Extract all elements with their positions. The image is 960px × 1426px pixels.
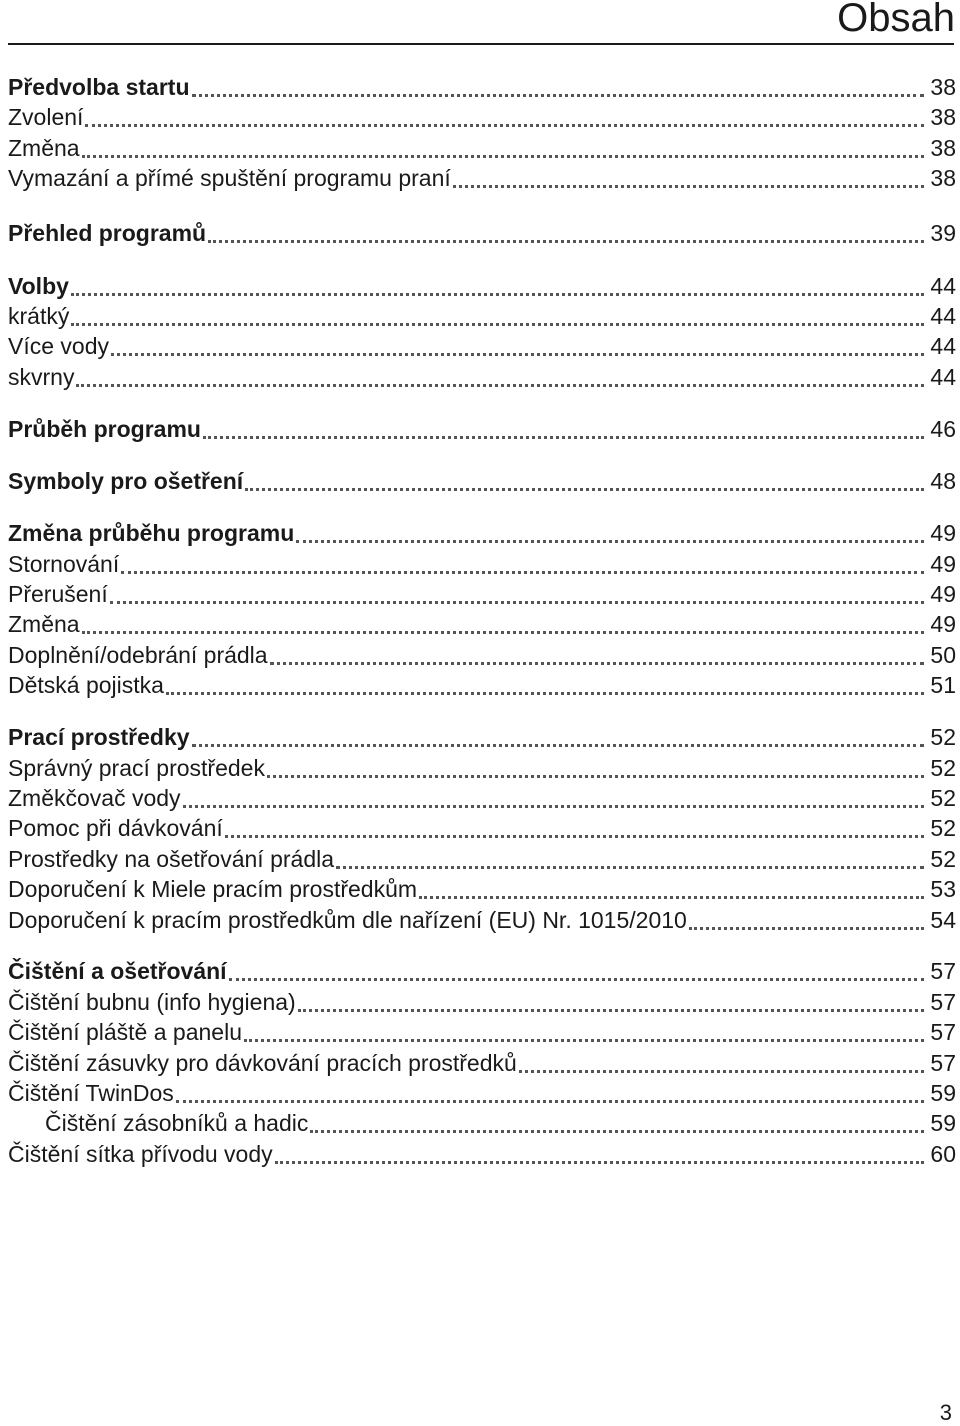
toc-entry-page: 44 <box>930 273 956 299</box>
toc-entry <box>8 579 956 609</box>
toc-entry-page: 49 <box>930 581 956 607</box>
toc-entry-label: Čištění bubnu (info hygiena) <box>8 989 296 1015</box>
toc-dot-leader <box>519 1048 925 1073</box>
toc-dot-leader <box>298 987 925 1012</box>
toc-entry-page: 46 <box>930 416 956 442</box>
toc-entry <box>8 1078 956 1108</box>
toc-entry-page: 38 <box>930 104 956 130</box>
toc-dot-leader <box>689 905 925 930</box>
toc-entry <box>8 783 956 813</box>
toc-entry-label: Prostředky na ošetřování prádla <box>8 846 335 872</box>
toc-entry <box>8 331 956 361</box>
toc-entry-page: 44 <box>930 303 956 329</box>
toc-entry-label: Čištění a ošetřování <box>8 958 227 984</box>
toc-entry <box>8 163 956 193</box>
toc-entry-label: Více vody <box>8 333 109 359</box>
toc-dot-leader <box>71 301 924 326</box>
toc-dot-leader <box>176 1078 925 1103</box>
toc-entry-label: Zvolení <box>8 104 84 130</box>
toc-dot-leader <box>267 753 924 778</box>
toc-entry-label: Dětská pojistka <box>8 672 164 698</box>
toc-entry <box>8 133 956 163</box>
toc-entry-label: Vymazání a přímé spuštění programu praní <box>8 165 451 191</box>
toc-dot-leader <box>225 813 925 838</box>
toc-dot-leader <box>275 1139 925 1164</box>
toc-entry <box>8 640 956 670</box>
toc-dot-leader <box>419 874 924 899</box>
toc-entry-label: krátký <box>8 303 70 329</box>
toc-entry-label: Symboly pro ošetření <box>8 468 244 494</box>
toc-dot-leader <box>111 331 924 356</box>
toc-entry-page: 48 <box>930 468 956 494</box>
toc-entry-page: 38 <box>930 74 956 100</box>
toc-entry-page: 44 <box>930 333 956 359</box>
toc-dot-leader <box>192 722 925 747</box>
toc-entry-label: Změkčovač vody <box>8 785 181 811</box>
toc-entry <box>8 905 956 935</box>
toc-dot-leader <box>85 102 924 127</box>
toc-entry-label: Čištění zásuvky pro dávkování pracích prostředků <box>8 1050 517 1076</box>
toc-entry-label: skvrny <box>8 364 75 390</box>
toc-entry-page: 50 <box>930 642 956 668</box>
toc-entry-label: Stornování <box>8 551 120 577</box>
toc-entry-label: Pomoc při dávkování <box>8 815 223 841</box>
toc-dot-leader <box>310 1108 924 1133</box>
toc-entry <box>8 1108 956 1138</box>
toc-entry <box>8 218 956 248</box>
toc-entry <box>8 753 956 783</box>
page-number: 3 <box>939 1400 952 1425</box>
toc-dot-leader <box>76 362 924 387</box>
toc-entry-page: 38 <box>930 135 956 161</box>
toc-entry <box>8 874 956 904</box>
toc-dot-leader <box>121 549 924 574</box>
toc-entry <box>8 518 956 548</box>
toc-entry-label: Předvolba startu <box>8 74 190 100</box>
toc-entry <box>8 1017 956 1047</box>
toc-entry-label: Prací prostředky <box>8 724 190 750</box>
toc-dot-leader <box>183 783 925 808</box>
page-title: Obsah <box>837 0 955 40</box>
toc-dot-leader <box>245 466 924 491</box>
toc-entry-page: 53 <box>930 876 956 902</box>
toc-entry <box>8 301 956 331</box>
toc-entry <box>8 956 956 986</box>
toc-entry-label: Doplnění/odebrání prádla <box>8 642 268 668</box>
toc-dot-leader <box>192 72 925 97</box>
toc-entry-page: 51 <box>930 672 956 698</box>
toc-entry <box>8 609 956 639</box>
toc-entry-page: 52 <box>930 755 956 781</box>
toc-entry-label: Čištění TwinDos <box>8 1080 174 1106</box>
toc-entry <box>8 1139 956 1169</box>
toc-entry <box>8 670 956 700</box>
toc-entry-page: 52 <box>930 846 956 872</box>
toc-entry <box>8 813 956 843</box>
toc-entry-page: 49 <box>930 611 956 637</box>
toc-dot-leader <box>208 218 924 243</box>
toc-entry-label: Změna <box>8 135 80 161</box>
toc-entry-page: 49 <box>930 520 956 546</box>
toc-entry-label: Doporučení k pracím prostředkům dle nařízení (EU) Nr. 1015/2010 <box>8 907 687 933</box>
toc-entry-page: 44 <box>930 364 956 390</box>
toc-dot-leader <box>110 579 925 604</box>
toc-dot-leader <box>296 518 924 543</box>
toc-entry <box>8 466 956 496</box>
toc-entry <box>8 987 956 1017</box>
toc-entry <box>8 271 956 301</box>
toc-entry-page: 39 <box>930 220 956 246</box>
toc-dot-leader <box>203 414 924 439</box>
toc-entry-label: Změna průběhu programu <box>8 520 295 546</box>
toc-dot-leader <box>82 133 925 158</box>
toc-entry-label: Změna <box>8 611 80 637</box>
toc-entry-page: 57 <box>930 1019 956 1045</box>
toc-entry-label: Čištění zásobníků a hadic <box>45 1110 309 1136</box>
toc-entry <box>8 414 956 444</box>
toc-entry-label: Doporučení k Miele pracím prostředkům <box>8 876 418 902</box>
toc-entry <box>8 72 956 102</box>
toc-entry-label: Čištění sítka přívodu vody <box>8 1141 273 1167</box>
toc-entry <box>8 722 956 752</box>
toc-entry-page: 57 <box>930 1050 956 1076</box>
toc-entry <box>8 362 956 392</box>
toc-entry-page: 38 <box>930 165 956 191</box>
toc-entry <box>8 102 956 132</box>
toc-entry-page: 54 <box>930 907 956 933</box>
toc-entry <box>8 549 956 579</box>
toc-entry-page: 60 <box>930 1141 956 1167</box>
toc-entry <box>8 844 956 874</box>
toc-entry-page: 59 <box>930 1110 956 1136</box>
toc-dot-leader <box>270 640 925 665</box>
toc-entry-page: 52 <box>930 785 956 811</box>
toc-entry-label: Volby <box>8 273 69 299</box>
toc-entry-label: Správný prací prostředek <box>8 755 265 781</box>
toc-entry-label: Průběh programu <box>8 416 201 442</box>
toc-dot-leader <box>453 163 925 188</box>
toc-entry <box>8 1048 956 1078</box>
toc-entry-label: Přerušení <box>8 581 108 607</box>
toc-entry-page: 49 <box>930 551 956 577</box>
toc-entry-page: 57 <box>930 989 956 1015</box>
toc-entry-page: 52 <box>930 724 956 750</box>
toc-entry-label: Čištění pláště a panelu <box>8 1019 242 1045</box>
title-rule <box>8 43 954 45</box>
toc-entry-label: Přehled programů <box>8 220 207 246</box>
toc-dot-leader <box>229 956 925 981</box>
toc-dot-leader <box>82 609 925 634</box>
toc-dot-leader <box>336 844 924 869</box>
toc-dot-leader <box>166 670 924 695</box>
toc-entry-page: 57 <box>930 958 956 984</box>
toc-entry-page: 59 <box>930 1080 956 1106</box>
toc-entry-page: 52 <box>930 815 956 841</box>
toc-dot-leader <box>244 1017 924 1042</box>
toc-dot-leader <box>71 271 924 296</box>
